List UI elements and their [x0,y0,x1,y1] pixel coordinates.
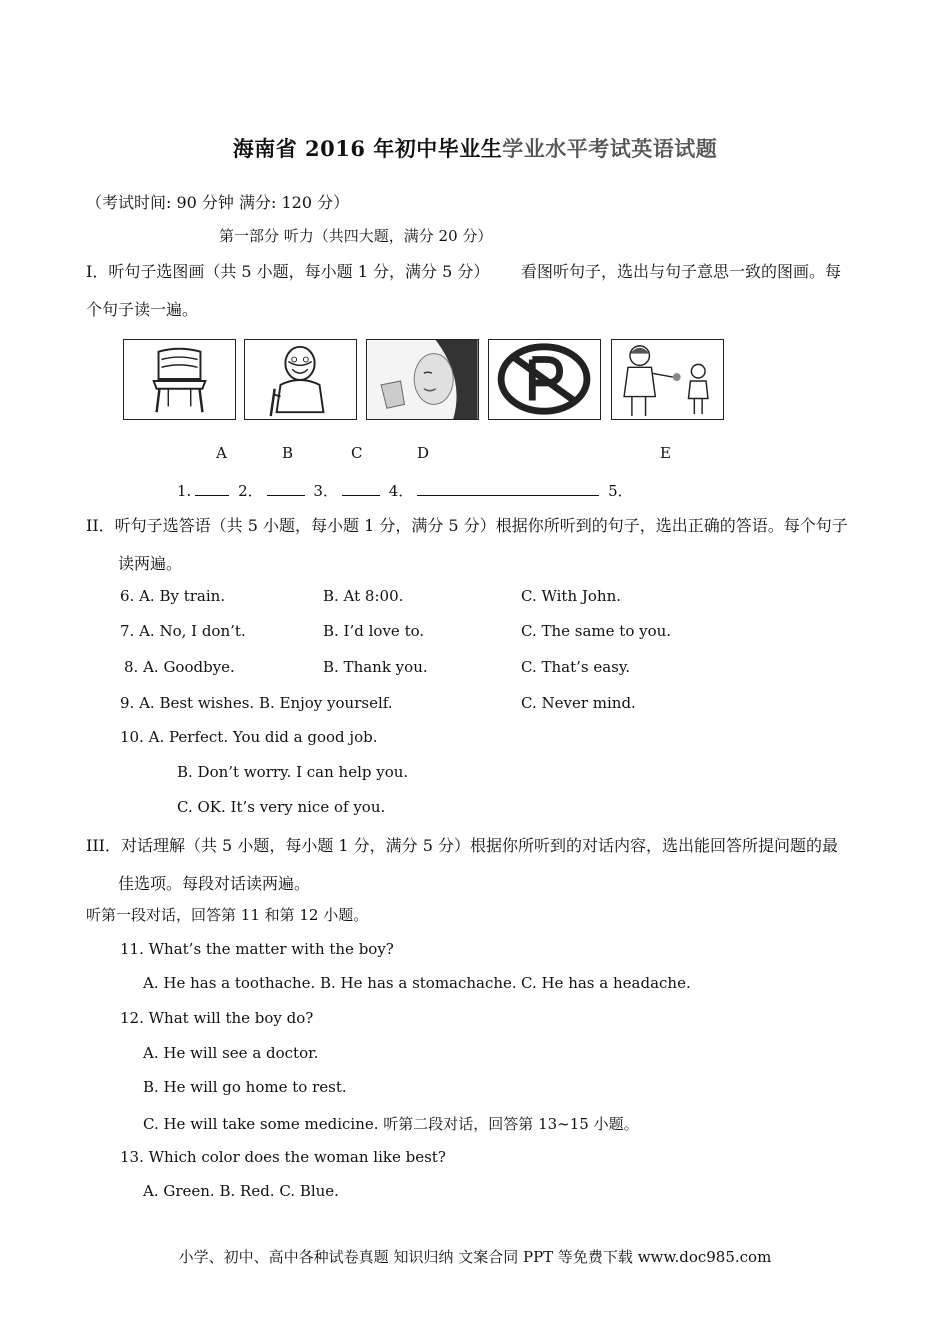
woman-drinking-icon [367,340,478,419]
q8-option-a: 8. A. Goodbye. [124,658,235,676]
answer-num-3: 3． [313,482,338,500]
picture-no-parking [488,339,601,420]
picture-old-man [244,339,357,420]
section3-heading-cont: 佳选项。每段对话读两遍。 [118,874,311,893]
title-fade: 学业水平考试英语试题 [502,136,718,161]
answer-num-2: 2． [238,482,263,500]
dialog2-instruction: 听第二段对话，回答第 13~15 小题。 [383,1115,639,1133]
page-title [0,133,950,163]
section1-instruction: 看图听句子，选出与句子意思一致的图画。每 [521,262,842,281]
footer-text: 小学、初中、高中各种试卷真题 知识归纳 文案合同 PPT 等免费下载 www.doc985.com [178,1248,772,1266]
chair-icon [124,340,235,419]
answer-num-1: 1. [177,482,192,500]
q7-option-a: 7. A. No, I don’t. [120,622,246,640]
q11-option-a: A. He has a toothache. [143,974,316,992]
q11-option-c: C. He has a headache. [521,974,691,992]
q9-option-ab: 9. A. Best wishes. B. Enjoy yourself. [120,694,393,712]
answer-blank-3[interactable] [342,481,380,496]
answer-blank-1[interactable] [195,481,229,496]
picture-chair [123,339,236,420]
picture-label-c: C [351,444,363,462]
picture-label-a: A [216,444,227,462]
q12-option-b: B. He will go home to rest. [143,1078,347,1096]
picture-label-d: D [417,444,430,462]
title-main: 海南省 2016 年初中毕业生 [232,136,503,161]
answer-num-4: 4． [388,482,414,500]
answer-num-5: 5． [608,482,633,500]
q11-question: 11. What’s the matter with the boy? [120,940,394,958]
section1-instruction-cont: 个句子读一遍。 [86,300,199,319]
q11-option-b: B. He has a stomachache. [320,974,517,992]
q7-option-b: B. I’d love to. [323,622,425,640]
q8-option-c: C. That’s easy. [521,658,631,676]
answer-blank-4[interactable] [417,481,599,496]
q9-option-c: C. Never mind. [521,694,636,712]
section2-heading: II．听句子选答语（共 5 小题，每小题 1 分，满分 5 分）根据你所听到的句子，选出正确的答语。每个句子 [86,516,848,535]
section3-heading: III．对话理解（共 5 小题，每小题 1 分，满分 5 分）根据你所听到的对话内容，选出能回答所提问题的最 [86,836,839,855]
exam-info: （考试时间: 90 分钟 满分: 120 分） [86,193,350,212]
q6-option-b: B. At 8:00. [323,587,404,605]
dialog1-instruction: 听第一段对话，回答第 11 和第 12 小题。 [86,906,369,924]
q10-option-c: C. OK. It’s very nice of you. [177,798,386,816]
answer-blank-2[interactable] [267,481,305,496]
q6-option-a: 6. A. By train. [120,587,226,605]
q12-option-a: A. He will see a doctor. [143,1044,319,1062]
picture-woman-drinking [366,339,479,420]
q7-option-c: C. The same to you. [521,622,672,640]
q12-option-c-line [143,1113,639,1134]
section1-heading: I．听句子选图画（共 5 小题，每小题 1 分，满分 5 分） [86,262,490,281]
q6-option-c: C. With John. [521,587,622,605]
q13-question: 13. Which color does the woman like best? [120,1148,446,1166]
old-man-icon [245,340,356,419]
q12-option-c: C. He will take some medicine. [143,1115,379,1133]
q8-option-b: B. Thank you. [323,658,428,676]
q10-option-a: 10. A. Perfect. You did a good job. [120,728,378,746]
picture-label-b: B [282,444,294,462]
woman-girl-icon [612,340,723,419]
picture-label-e: E [660,444,671,462]
q10-option-b: B. Don’t worry. I can help you. [177,763,409,781]
q13-options: A. Green. B. Red. C. Blue. [143,1182,339,1200]
section2-heading-cont: 读两遍。 [118,554,183,573]
picture-woman-girl [611,339,724,420]
q12-question: 12. What will the boy do? [120,1009,314,1027]
answer-row [177,480,633,501]
no-parking-icon [489,340,600,419]
part1-heading: 第一部分 听力（共四大题，满分 20 分） [219,227,493,245]
